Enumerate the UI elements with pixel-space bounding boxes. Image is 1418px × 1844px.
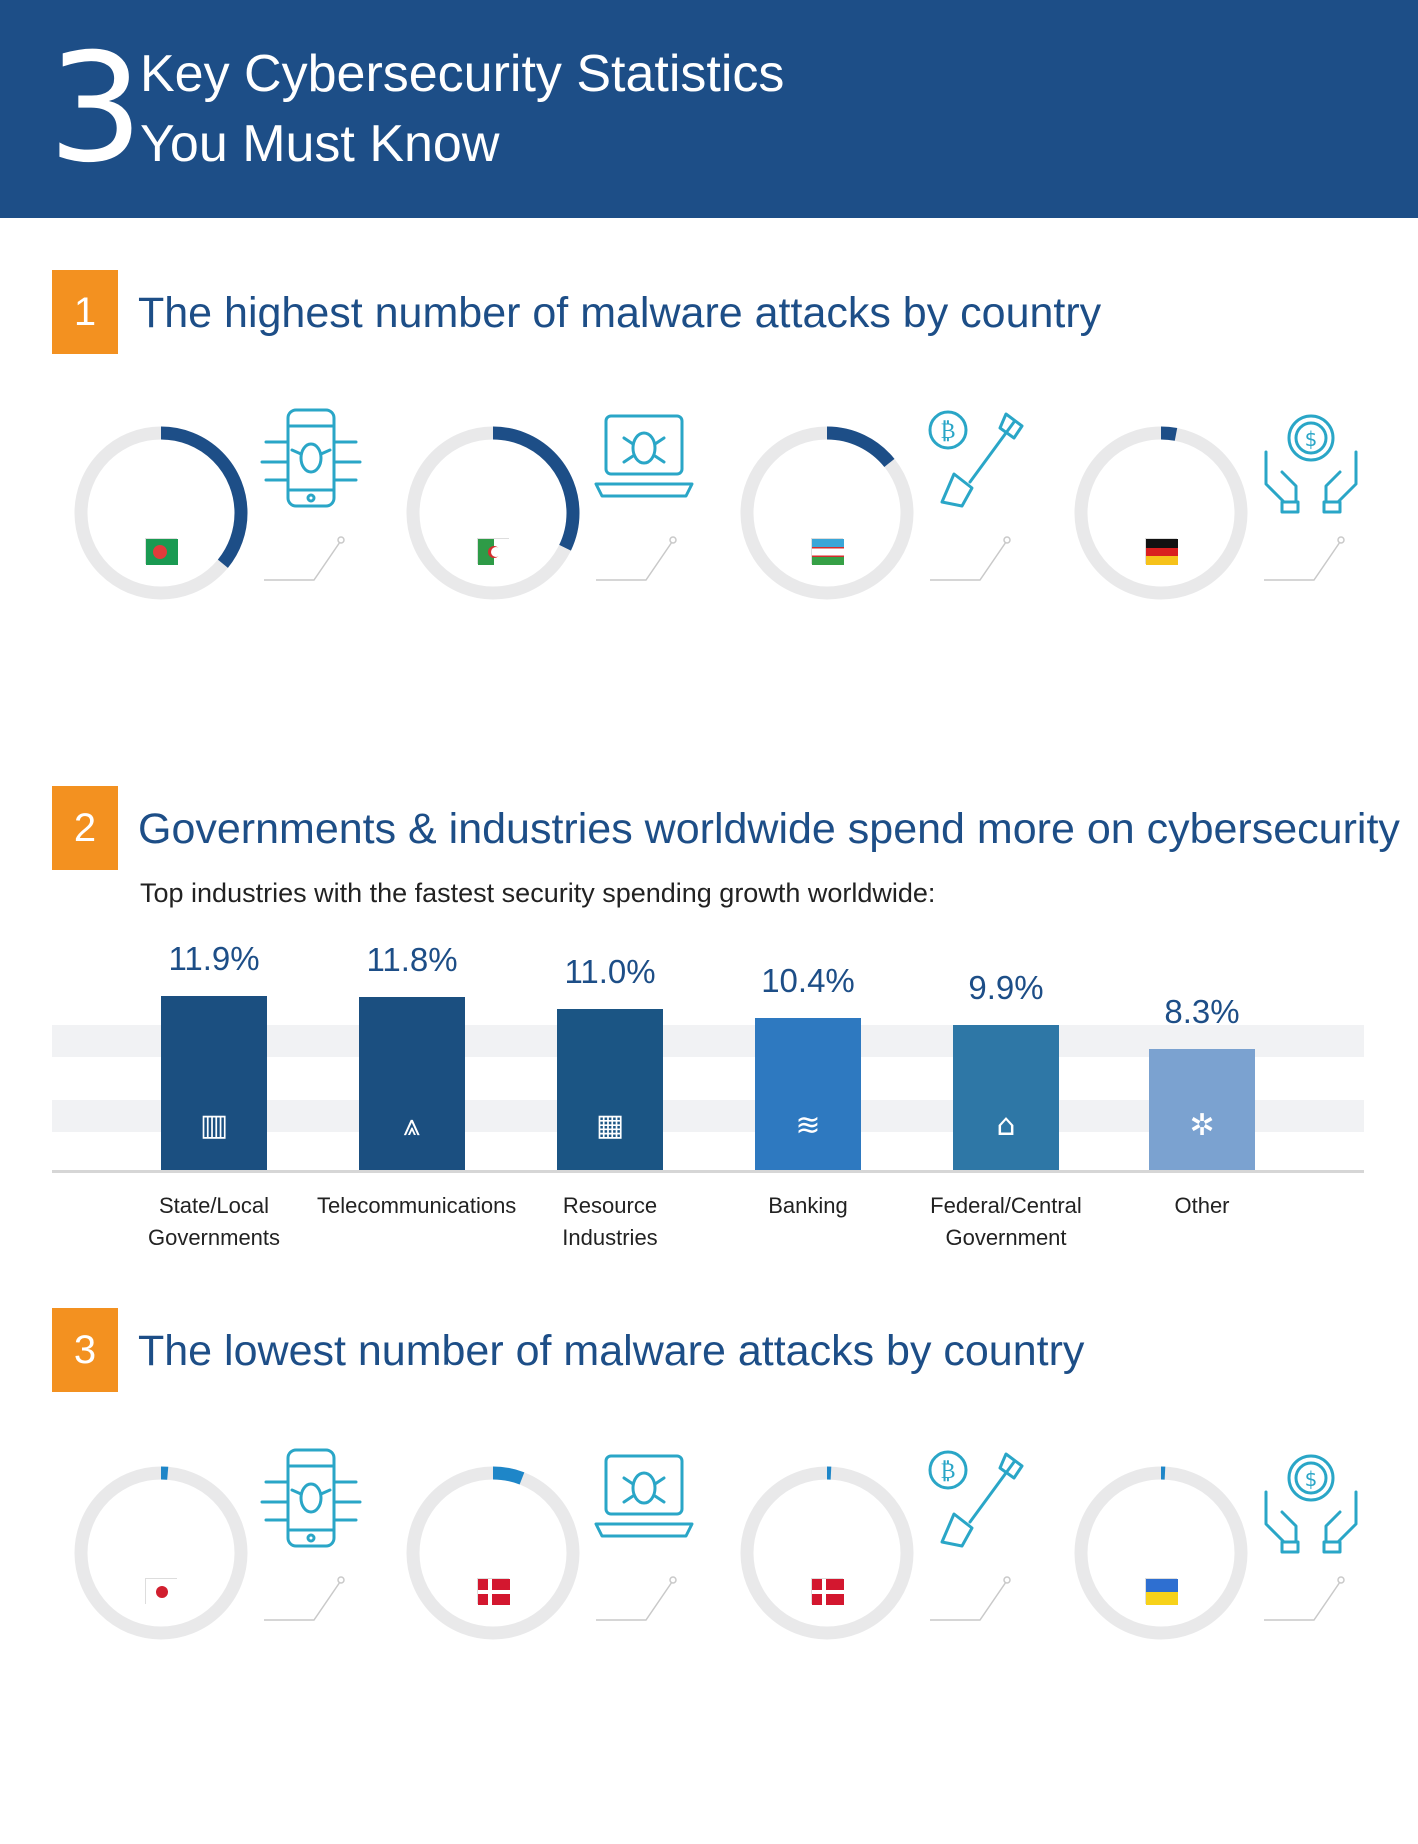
section1-badge: 1 xyxy=(52,270,118,354)
connector-line xyxy=(910,1564,1020,1624)
tower-icon: ⩓ xyxy=(403,1108,421,1143)
svg-text:₿: ₿ xyxy=(940,1459,956,1484)
bar-category-label xyxy=(515,1190,705,1254)
svg-text:$: $ xyxy=(1304,427,1318,451)
connector-line xyxy=(576,524,686,584)
japan-flag-icon xyxy=(145,1578,177,1604)
phone-bug-icon xyxy=(256,404,366,514)
bar-value-label: 8.3% xyxy=(1164,992,1240,1030)
connector-line xyxy=(1244,524,1354,584)
stat-description xyxy=(56,1706,266,1740)
stat-description xyxy=(56,666,266,700)
bar-value-label: 11.9% xyxy=(168,940,260,977)
laptop-bug-icon xyxy=(588,1444,698,1554)
section1-title: The highest number of malware attacks by country xyxy=(138,289,1102,337)
bar xyxy=(953,1025,1059,1170)
donut-ring xyxy=(68,420,254,606)
bar xyxy=(557,1009,663,1170)
chart-axis-line xyxy=(52,1170,1364,1173)
bar-category-line: Other xyxy=(1174,1193,1230,1218)
donut-ring xyxy=(1068,1460,1254,1646)
connector-line xyxy=(1244,1564,1354,1624)
bar-value-label: 11.0% xyxy=(564,953,656,991)
donut-ring xyxy=(734,420,920,606)
header-number: 3 xyxy=(48,22,144,196)
bar-category-label xyxy=(119,1190,309,1254)
section2-badge: 2 xyxy=(52,786,118,870)
bar-category-line: State/Local xyxy=(158,1193,270,1218)
section2-title: Governments & industries worldwide spend more on cybersecurity xyxy=(138,805,1400,853)
bar xyxy=(359,997,465,1170)
country-stat-card xyxy=(388,1444,688,1804)
svg-text:$: $ xyxy=(1304,1467,1318,1491)
connector-line xyxy=(244,524,354,584)
bank-icon: ⌂ xyxy=(996,1108,1016,1143)
bar xyxy=(161,996,267,1170)
bar-category-line: Telecommunications xyxy=(317,1193,517,1218)
donut-ring xyxy=(734,1460,920,1646)
section2-subtitle: Top industries with the fastest security spending growth worldwide: xyxy=(140,878,936,908)
phone-bug-icon xyxy=(256,1444,366,1554)
gear-cloud-icon: ✲ xyxy=(1189,1108,1215,1143)
stat-description xyxy=(388,666,598,700)
denmark-flag-icon xyxy=(811,1578,843,1604)
svg-text:₿: ₿ xyxy=(940,419,956,444)
laptop-bug-icon xyxy=(588,404,698,514)
country-stat-card xyxy=(56,404,356,764)
stat-description xyxy=(722,666,932,700)
country-stat-card xyxy=(56,1444,356,1804)
bar-category-line: Federal/Central xyxy=(930,1193,1082,1218)
country-stat-card xyxy=(722,1444,1022,1804)
section3-badge: 3 xyxy=(52,1308,118,1392)
bar-category-line: Industries xyxy=(562,1225,658,1250)
stat-description xyxy=(1056,1706,1266,1740)
uzbekistan-flag-icon xyxy=(811,538,843,564)
hands-coin-icon xyxy=(1256,404,1366,514)
header-banner xyxy=(0,0,1418,218)
bar-category-label xyxy=(713,1190,903,1222)
bar-category-line: Governments xyxy=(147,1225,281,1250)
stat-description xyxy=(1056,666,1266,700)
connector-line xyxy=(576,1564,686,1624)
bar-category-label xyxy=(1107,1190,1297,1222)
bitcoin-shovel-icon xyxy=(922,1444,1032,1554)
ukraine-flag-icon xyxy=(1145,1578,1177,1604)
bar xyxy=(755,1018,861,1170)
donut-ring xyxy=(68,1460,254,1646)
header-title-line1: Key Cybersecurity Statistics xyxy=(140,45,785,103)
algeria-flag-icon xyxy=(477,538,509,564)
country-stat-card xyxy=(722,404,1022,764)
bar-category-line: Government xyxy=(945,1225,1067,1250)
bar-value-label: 10.4% xyxy=(761,961,855,999)
bar-category-line: Banking xyxy=(768,1193,848,1218)
bar-category-line: Resource xyxy=(562,1193,658,1218)
bitcoin-shovel-icon xyxy=(922,404,1032,514)
country-stat-card xyxy=(1056,404,1356,764)
spending-bar-chart xyxy=(52,930,1364,1250)
bangladesh-flag-icon xyxy=(145,538,177,564)
denmark-flag-icon xyxy=(477,1578,509,1604)
germany-flag-icon xyxy=(1145,538,1177,564)
donut-ring xyxy=(400,420,586,606)
section3-title: The lowest number of malware attacks by country xyxy=(138,1327,1085,1375)
bar-category-label xyxy=(911,1190,1101,1254)
country-stat-card xyxy=(1056,1444,1356,1804)
header-title-line2: You Must Know xyxy=(140,115,500,173)
money-icon: ≋ xyxy=(795,1108,821,1143)
building-icon: ▥ xyxy=(199,1108,229,1143)
bar-value-label: 11.8% xyxy=(366,941,458,979)
factory-icon: ▦ xyxy=(595,1108,625,1143)
donut-ring xyxy=(400,1460,586,1646)
connector-line xyxy=(244,1564,354,1624)
stat-description xyxy=(722,1706,932,1740)
country-stat-card xyxy=(388,404,688,764)
bar-value-label: 9.9% xyxy=(968,969,1044,1007)
bar-category-label xyxy=(317,1190,517,1222)
hands-coin-icon xyxy=(1256,1444,1366,1554)
connector-line xyxy=(910,524,1020,584)
stat-description xyxy=(388,1706,598,1740)
donut-ring xyxy=(1068,420,1254,606)
